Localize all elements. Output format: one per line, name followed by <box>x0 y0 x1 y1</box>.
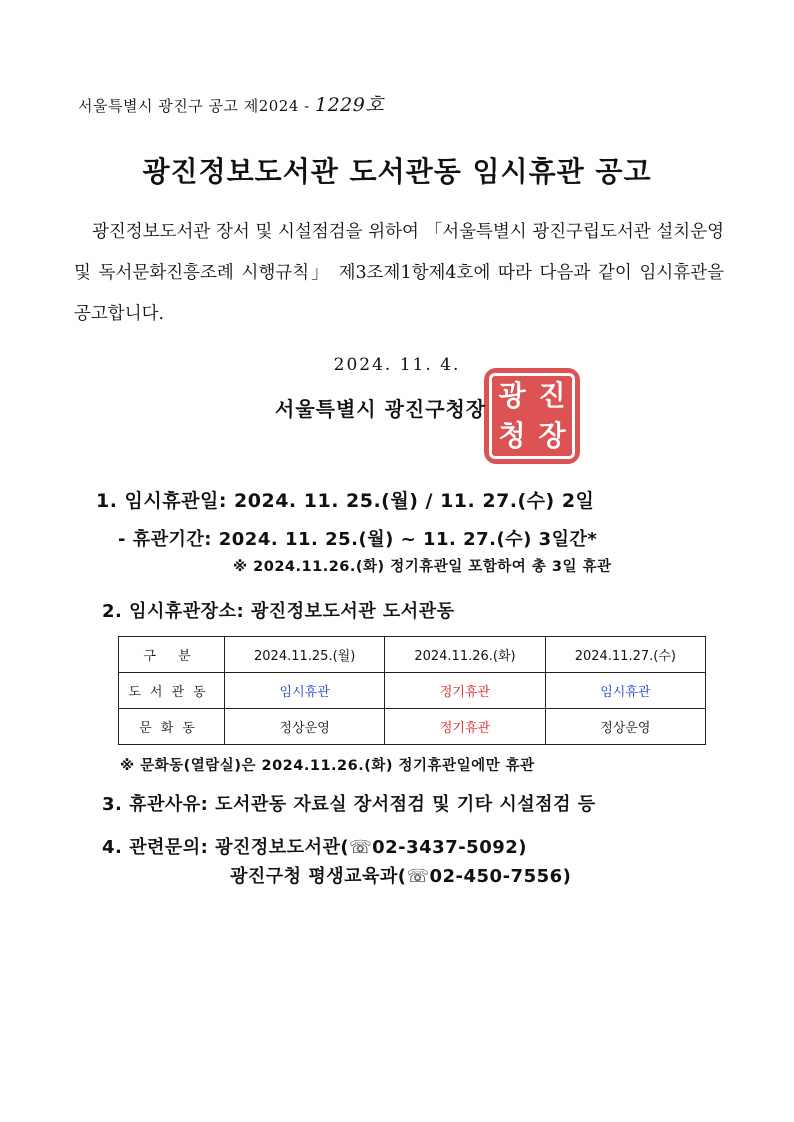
item-3-closure-reason: 3. 휴관사유: 도서관동 자료실 장서점검 및 기타 시설점검 등 <box>102 794 596 815</box>
table-row <box>119 673 706 709</box>
table-cell: 정상운영 <box>545 709 705 745</box>
closure-schedule-table <box>118 636 706 745</box>
notice-date: 2024. 11. 4. <box>333 355 461 375</box>
table-header-row <box>119 637 706 673</box>
item-2-closure-location: 2. 임시휴관장소: 광진정보도서관 도서관동 <box>102 601 455 622</box>
item-1-note: ※ 2024.11.26.(화) 정기휴관일 포함하여 총 3일 휴관 <box>233 559 612 575</box>
seal-char: 광 <box>498 379 526 412</box>
item-1-closure-dates: 1. 임시휴관일: 2024. 11. 25.(월) / 11. 27.(수) 2일 <box>96 490 595 512</box>
table-cell: 임시휴관 <box>545 673 705 709</box>
notice-number <box>78 90 384 117</box>
table-cell: 정기휴관 <box>385 673 545 709</box>
notice-number-handwritten: 1229호 <box>315 94 385 116</box>
official-seal <box>484 368 580 464</box>
item-4-contact-library: 4. 관련문의: 광진정보도서관(☏02-3437-5092) <box>102 837 528 858</box>
notice-number-prefix: 서울특별시 광진구 공고 제2024 - <box>78 97 310 115</box>
table-header-cell: 2024.11.25.(월) <box>225 637 385 673</box>
table-cell: 정상운영 <box>225 709 385 745</box>
table-header-cell: 2024.11.26.(화) <box>385 637 545 673</box>
item-1-closure-period: - 휴관기간: 2024. 11. 25.(월) ~ 11. 27.(수) 3일간* <box>118 529 598 550</box>
seal-char: 장 <box>538 419 566 452</box>
table-row <box>119 709 706 745</box>
table-row-label: 도서관동 <box>119 673 225 709</box>
table-header-cell: 2024.11.27.(수) <box>545 637 705 673</box>
seal-char: 청 <box>498 419 526 452</box>
item-2-note: ※ 문화동(열람실)은 2024.11.26.(화) 정기휴관일에만 휴관 <box>120 758 535 774</box>
table-header-cell: 구 분 <box>119 637 225 673</box>
issuer-name: 서울특별시 광진구청장 <box>275 397 487 421</box>
item-4-contact-district-office: 광진구청 평생교육과(☏02-450-7556) <box>230 866 572 887</box>
notice-intro: 광진정보도서관 장서 및 시설점검을 위하여 「서울특별시 광진구립도서관 설치운영 및 독서문화진흥조례 시행규칙」 제3조제1항제4호에 따라 다음과 같이 임시휴관을 공고합니다. <box>74 222 724 324</box>
seal-char: 진 <box>538 379 566 412</box>
notice-title: 광진정보도서관 도서관동 임시휴관 공고 <box>142 155 652 188</box>
table-cell: 정기휴관 <box>385 709 545 745</box>
table-row-label: 문화동 <box>119 709 225 745</box>
table-cell: 임시휴관 <box>225 673 385 709</box>
